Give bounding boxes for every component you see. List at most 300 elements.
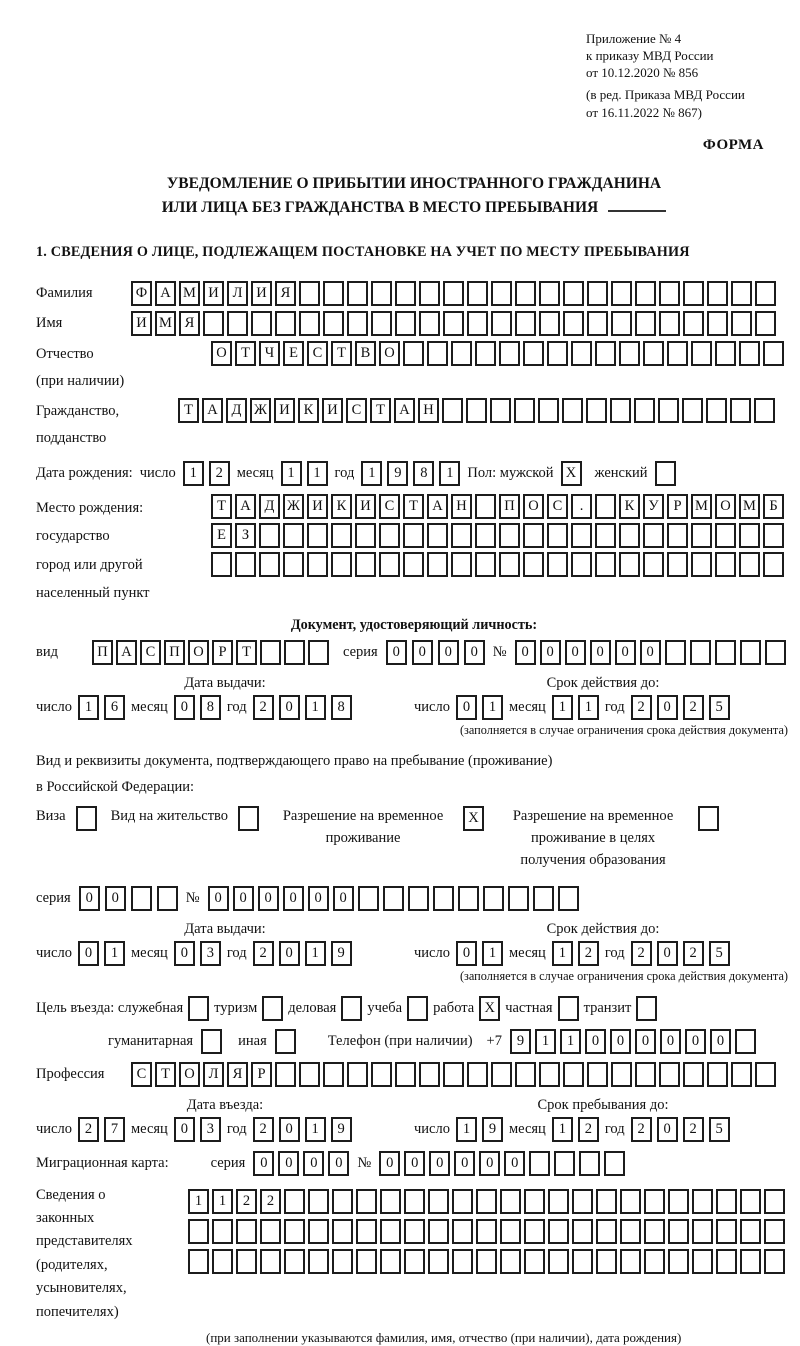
form-cell[interactable]: 5 — [709, 1117, 730, 1142]
form-cell[interactable] — [308, 1189, 329, 1214]
form-cell[interactable] — [356, 1249, 377, 1274]
form-cell[interactable] — [308, 640, 329, 665]
form-cell[interactable]: 1 — [183, 461, 204, 486]
form-cell[interactable]: Ф — [131, 281, 152, 306]
form-cell[interactable]: 1 — [305, 941, 326, 966]
form-cell[interactable] — [586, 398, 607, 423]
form-cell[interactable] — [620, 1189, 641, 1214]
form-cell[interactable]: 9 — [331, 1117, 352, 1142]
form-cell[interactable] — [620, 1249, 641, 1274]
form-cell[interactable]: Т — [178, 398, 199, 423]
form-cell[interactable] — [476, 1249, 497, 1274]
form-cell[interactable]: 8 — [331, 695, 352, 720]
form-cell[interactable] — [323, 1062, 344, 1087]
form-cell[interactable]: 3 — [200, 1117, 221, 1142]
form-cell[interactable]: П — [164, 640, 185, 665]
form-cell[interactable] — [403, 523, 424, 548]
form-cell[interactable] — [730, 398, 751, 423]
form-cell[interactable] — [706, 398, 727, 423]
form-cell[interactable]: X — [479, 996, 500, 1021]
form-cell[interactable] — [332, 1189, 353, 1214]
form-cell[interactable] — [476, 1189, 497, 1214]
form-cell[interactable]: У — [643, 494, 664, 519]
form-cell[interactable]: 0 — [454, 1151, 475, 1176]
form-cell[interactable] — [523, 552, 544, 577]
form-cell[interactable]: 3 — [200, 941, 221, 966]
form-cell[interactable]: Т — [331, 341, 352, 366]
form-cell[interactable]: X — [463, 806, 484, 831]
form-cell[interactable] — [451, 523, 472, 548]
form-cell[interactable]: М — [691, 494, 712, 519]
form-cell[interactable]: 2 — [78, 1117, 99, 1142]
form-cell[interactable] — [332, 1219, 353, 1244]
form-cell[interactable]: Е — [283, 341, 304, 366]
form-cell[interactable] — [572, 1219, 593, 1244]
form-cell[interactable]: 1 — [535, 1029, 556, 1054]
form-cell[interactable] — [739, 552, 760, 577]
form-cell[interactable]: 0 — [710, 1029, 731, 1054]
form-cell[interactable] — [563, 1062, 584, 1087]
form-cell[interactable] — [683, 281, 704, 306]
form-cell[interactable]: 2 — [236, 1189, 257, 1214]
form-cell[interactable] — [500, 1249, 521, 1274]
form-cell[interactable] — [529, 1151, 550, 1176]
form-cell[interactable] — [764, 1249, 785, 1274]
form-cell[interactable]: 0 — [515, 640, 536, 665]
form-cell[interactable]: 0 — [174, 941, 195, 966]
form-cell[interactable]: 0 — [279, 941, 300, 966]
form-cell[interactable] — [404, 1189, 425, 1214]
form-cell[interactable] — [452, 1219, 473, 1244]
form-cell[interactable] — [692, 1189, 713, 1214]
form-cell[interactable] — [716, 1249, 737, 1274]
form-cell[interactable] — [611, 281, 632, 306]
form-cell[interactable]: 2 — [209, 461, 230, 486]
form-cell[interactable]: 0 — [278, 1151, 299, 1176]
form-cell[interactable]: 0 — [308, 886, 329, 911]
form-cell[interactable] — [716, 1189, 737, 1214]
form-cell[interactable] — [323, 281, 344, 306]
form-cell[interactable]: 0 — [565, 640, 586, 665]
form-cell[interactable] — [466, 398, 487, 423]
form-cell[interactable]: М — [739, 494, 760, 519]
form-cell[interactable]: 0 — [504, 1151, 525, 1176]
form-cell[interactable] — [262, 996, 283, 1021]
form-cell[interactable] — [698, 806, 719, 831]
form-cell[interactable]: 0 — [404, 1151, 425, 1176]
form-cell[interactable]: . — [571, 494, 592, 519]
form-cell[interactable]: 0 — [438, 640, 459, 665]
form-cell[interactable] — [428, 1189, 449, 1214]
form-cell[interactable] — [636, 996, 657, 1021]
form-cell[interactable] — [355, 552, 376, 577]
form-cell[interactable]: X — [561, 461, 582, 486]
form-cell[interactable]: О — [179, 1062, 200, 1087]
form-cell[interactable] — [260, 1249, 281, 1274]
form-cell[interactable] — [595, 523, 616, 548]
form-cell[interactable] — [404, 1249, 425, 1274]
form-cell[interactable] — [238, 806, 259, 831]
form-cell[interactable]: В — [355, 341, 376, 366]
form-cell[interactable] — [539, 281, 560, 306]
form-cell[interactable]: 2 — [578, 1117, 599, 1142]
form-cell[interactable] — [755, 281, 776, 306]
form-cell[interactable] — [452, 1249, 473, 1274]
form-cell[interactable] — [188, 1249, 209, 1274]
form-cell[interactable] — [236, 1219, 257, 1244]
form-cell[interactable]: Ж — [283, 494, 304, 519]
form-cell[interactable]: 0 — [386, 640, 407, 665]
form-cell[interactable] — [731, 281, 752, 306]
form-cell[interactable]: 0 — [279, 1117, 300, 1142]
form-cell[interactable]: Я — [227, 1062, 248, 1087]
form-cell[interactable] — [707, 281, 728, 306]
form-cell[interactable] — [308, 1219, 329, 1244]
form-cell[interactable] — [283, 523, 304, 548]
form-cell[interactable] — [467, 281, 488, 306]
form-cell[interactable]: 0 — [456, 941, 477, 966]
form-cell[interactable] — [500, 1189, 521, 1214]
form-cell[interactable]: 0 — [328, 1151, 349, 1176]
form-cell[interactable] — [443, 1062, 464, 1087]
form-cell[interactable]: 0 — [657, 695, 678, 720]
form-cell[interactable]: А — [394, 398, 415, 423]
form-cell[interactable]: А — [155, 281, 176, 306]
form-cell[interactable] — [235, 552, 256, 577]
form-cell[interactable] — [611, 1062, 632, 1087]
form-cell[interactable] — [433, 886, 454, 911]
form-cell[interactable] — [658, 398, 679, 423]
form-cell[interactable]: П — [499, 494, 520, 519]
form-cell[interactable] — [715, 552, 736, 577]
form-cell[interactable] — [131, 886, 152, 911]
form-cell[interactable] — [500, 1219, 521, 1244]
form-cell[interactable] — [619, 552, 640, 577]
form-cell[interactable]: М — [155, 311, 176, 336]
form-cell[interactable]: 0 — [615, 640, 636, 665]
form-cell[interactable]: С — [379, 494, 400, 519]
form-cell[interactable] — [668, 1249, 689, 1274]
form-cell[interactable] — [707, 311, 728, 336]
form-cell[interactable] — [380, 1189, 401, 1214]
form-cell[interactable] — [380, 1249, 401, 1274]
form-cell[interactable] — [539, 1062, 560, 1087]
form-cell[interactable]: Е — [211, 523, 232, 548]
form-cell[interactable]: Р — [251, 1062, 272, 1087]
form-cell[interactable]: И — [322, 398, 343, 423]
form-cell[interactable] — [524, 1189, 545, 1214]
form-cell[interactable]: 9 — [482, 1117, 503, 1142]
form-cell[interactable] — [452, 1189, 473, 1214]
form-cell[interactable]: 2 — [631, 941, 652, 966]
form-cell[interactable]: 6 — [104, 695, 125, 720]
form-cell[interactable] — [524, 1249, 545, 1274]
form-cell[interactable] — [668, 1189, 689, 1214]
form-cell[interactable] — [643, 552, 664, 577]
form-cell[interactable]: 0 — [208, 886, 229, 911]
form-cell[interactable] — [428, 1249, 449, 1274]
form-cell[interactable] — [523, 341, 544, 366]
form-cell[interactable] — [763, 523, 784, 548]
form-cell[interactable] — [355, 523, 376, 548]
form-cell[interactable]: П — [92, 640, 113, 665]
form-cell[interactable]: 2 — [683, 1117, 704, 1142]
form-cell[interactable]: 9 — [510, 1029, 531, 1054]
form-cell[interactable]: 0 — [590, 640, 611, 665]
form-cell[interactable]: Т — [155, 1062, 176, 1087]
form-cell[interactable] — [547, 523, 568, 548]
form-cell[interactable] — [260, 640, 281, 665]
form-cell[interactable] — [403, 341, 424, 366]
form-cell[interactable] — [408, 886, 429, 911]
form-cell[interactable]: 0 — [253, 1151, 274, 1176]
form-cell[interactable]: И — [131, 311, 152, 336]
form-cell[interactable] — [668, 1219, 689, 1244]
form-cell[interactable]: 2 — [631, 695, 652, 720]
form-cell[interactable] — [659, 281, 680, 306]
form-cell[interactable]: 9 — [387, 461, 408, 486]
form-cell[interactable]: 1 — [482, 941, 503, 966]
form-cell[interactable]: 0 — [585, 1029, 606, 1054]
form-cell[interactable] — [731, 311, 752, 336]
form-cell[interactable] — [467, 1062, 488, 1087]
form-cell[interactable]: 0 — [303, 1151, 324, 1176]
form-cell[interactable]: Я — [275, 281, 296, 306]
form-cell[interactable] — [667, 552, 688, 577]
form-cell[interactable] — [764, 1219, 785, 1244]
form-cell[interactable]: 2 — [631, 1117, 652, 1142]
form-cell[interactable] — [667, 523, 688, 548]
form-cell[interactable] — [323, 311, 344, 336]
form-cell[interactable]: И — [251, 281, 272, 306]
form-cell[interactable] — [682, 398, 703, 423]
form-cell[interactable]: Р — [667, 494, 688, 519]
form-cell[interactable]: 0 — [640, 640, 661, 665]
form-cell[interactable]: 0 — [233, 886, 254, 911]
form-cell[interactable] — [754, 398, 775, 423]
form-cell[interactable]: 0 — [657, 1117, 678, 1142]
form-cell[interactable] — [428, 1219, 449, 1244]
form-cell[interactable]: К — [331, 494, 352, 519]
form-cell[interactable]: 0 — [174, 1117, 195, 1142]
form-cell[interactable]: 0 — [279, 695, 300, 720]
form-cell[interactable]: С — [307, 341, 328, 366]
form-cell[interactable] — [707, 1062, 728, 1087]
form-cell[interactable] — [692, 1219, 713, 1244]
form-cell[interactable] — [427, 523, 448, 548]
form-cell[interactable] — [595, 552, 616, 577]
form-cell[interactable] — [308, 1249, 329, 1274]
form-cell[interactable]: Н — [451, 494, 472, 519]
form-cell[interactable] — [764, 1189, 785, 1214]
form-cell[interactable]: М — [179, 281, 200, 306]
form-cell[interactable] — [562, 398, 583, 423]
form-cell[interactable] — [735, 1029, 756, 1054]
form-cell[interactable] — [691, 341, 712, 366]
form-cell[interactable] — [443, 281, 464, 306]
form-cell[interactable]: Р — [212, 640, 233, 665]
form-cell[interactable]: 1 — [552, 1117, 573, 1142]
form-cell[interactable] — [515, 1062, 536, 1087]
form-cell[interactable] — [451, 552, 472, 577]
form-cell[interactable] — [635, 311, 656, 336]
form-cell[interactable]: Д — [259, 494, 280, 519]
form-cell[interactable]: Л — [227, 281, 248, 306]
form-cell[interactable]: 8 — [413, 461, 434, 486]
form-cell[interactable] — [644, 1189, 665, 1214]
form-cell[interactable] — [227, 311, 248, 336]
form-cell[interactable] — [332, 1249, 353, 1274]
form-cell[interactable] — [596, 1249, 617, 1274]
form-cell[interactable]: Ж — [250, 398, 271, 423]
form-cell[interactable] — [331, 552, 352, 577]
form-cell[interactable]: 0 — [379, 1151, 400, 1176]
form-cell[interactable] — [356, 1219, 377, 1244]
form-cell[interactable]: Ч — [259, 341, 280, 366]
form-cell[interactable] — [188, 1219, 209, 1244]
form-cell[interactable] — [212, 1219, 233, 1244]
form-cell[interactable]: 1 — [578, 695, 599, 720]
form-cell[interactable]: 2 — [683, 941, 704, 966]
form-cell[interactable] — [620, 1219, 641, 1244]
form-cell[interactable] — [419, 311, 440, 336]
form-cell[interactable]: 0 — [333, 886, 354, 911]
form-cell[interactable] — [587, 1062, 608, 1087]
form-cell[interactable] — [307, 552, 328, 577]
form-cell[interactable] — [347, 311, 368, 336]
form-cell[interactable] — [508, 886, 529, 911]
form-cell[interactable] — [596, 1189, 617, 1214]
form-cell[interactable]: А — [235, 494, 256, 519]
form-cell[interactable]: 0 — [540, 640, 561, 665]
form-cell[interactable] — [76, 806, 97, 831]
form-cell[interactable]: З — [235, 523, 256, 548]
form-cell[interactable] — [596, 1219, 617, 1244]
form-cell[interactable] — [755, 311, 776, 336]
form-cell[interactable] — [659, 1062, 680, 1087]
form-cell[interactable] — [284, 1189, 305, 1214]
form-cell[interactable] — [515, 281, 536, 306]
form-cell[interactable] — [514, 398, 535, 423]
form-cell[interactable]: 1 — [188, 1189, 209, 1214]
form-cell[interactable] — [419, 281, 440, 306]
form-cell[interactable] — [358, 886, 379, 911]
form-cell[interactable] — [211, 552, 232, 577]
form-cell[interactable] — [475, 552, 496, 577]
form-cell[interactable] — [558, 886, 579, 911]
form-cell[interactable]: 0 — [660, 1029, 681, 1054]
form-cell[interactable]: 2 — [253, 941, 274, 966]
form-cell[interactable] — [483, 886, 504, 911]
form-cell[interactable] — [558, 996, 579, 1021]
form-cell[interactable]: А — [427, 494, 448, 519]
form-cell[interactable]: 1 — [361, 461, 382, 486]
form-cell[interactable] — [572, 1189, 593, 1214]
form-cell[interactable]: О — [188, 640, 209, 665]
form-cell[interactable] — [157, 886, 178, 911]
form-cell[interactable] — [203, 311, 224, 336]
form-cell[interactable] — [547, 341, 568, 366]
form-cell[interactable]: Т — [235, 341, 256, 366]
form-cell[interactable] — [690, 640, 711, 665]
form-cell[interactable] — [755, 1062, 776, 1087]
form-cell[interactable]: 1 — [552, 695, 573, 720]
form-cell[interactable] — [515, 311, 536, 336]
form-cell[interactable]: 1 — [552, 941, 573, 966]
form-cell[interactable]: С — [346, 398, 367, 423]
form-cell[interactable] — [610, 398, 631, 423]
form-cell[interactable] — [571, 341, 592, 366]
form-cell[interactable]: Я — [179, 311, 200, 336]
form-cell[interactable] — [716, 1219, 737, 1244]
form-cell[interactable] — [691, 552, 712, 577]
form-cell[interactable]: 0 — [685, 1029, 706, 1054]
form-cell[interactable] — [524, 1219, 545, 1244]
form-cell[interactable] — [715, 523, 736, 548]
form-cell[interactable]: Т — [403, 494, 424, 519]
form-cell[interactable] — [188, 996, 209, 1021]
form-cell[interactable] — [587, 281, 608, 306]
form-cell[interactable]: 5 — [709, 695, 730, 720]
form-cell[interactable] — [740, 1249, 761, 1274]
form-cell[interactable] — [683, 311, 704, 336]
form-cell[interactable] — [572, 1249, 593, 1274]
form-cell[interactable]: О — [523, 494, 544, 519]
form-cell[interactable] — [548, 1219, 569, 1244]
form-cell[interactable]: 0 — [635, 1029, 656, 1054]
form-cell[interactable] — [419, 1062, 440, 1087]
form-cell[interactable] — [587, 311, 608, 336]
form-cell[interactable]: 2 — [578, 941, 599, 966]
form-cell[interactable] — [347, 281, 368, 306]
form-cell[interactable] — [407, 996, 428, 1021]
form-cell[interactable] — [563, 311, 584, 336]
form-cell[interactable] — [371, 1062, 392, 1087]
form-cell[interactable]: 1 — [456, 1117, 477, 1142]
form-cell[interactable] — [371, 281, 392, 306]
form-cell[interactable] — [665, 640, 686, 665]
form-cell[interactable] — [491, 1062, 512, 1087]
form-cell[interactable] — [539, 311, 560, 336]
form-cell[interactable] — [275, 1062, 296, 1087]
form-cell[interactable]: 0 — [258, 886, 279, 911]
form-cell[interactable]: Т — [236, 640, 257, 665]
form-cell[interactable]: 7 — [104, 1117, 125, 1142]
form-cell[interactable] — [284, 1219, 305, 1244]
form-cell[interactable]: 1 — [305, 1117, 326, 1142]
form-cell[interactable] — [212, 1249, 233, 1274]
form-cell[interactable] — [635, 1062, 656, 1087]
form-cell[interactable]: Б — [763, 494, 784, 519]
form-cell[interactable]: С — [131, 1062, 152, 1087]
form-cell[interactable]: 2 — [260, 1189, 281, 1214]
form-cell[interactable] — [691, 523, 712, 548]
form-cell[interactable] — [395, 311, 416, 336]
form-cell[interactable] — [523, 523, 544, 548]
form-cell[interactable] — [467, 311, 488, 336]
form-cell[interactable] — [379, 523, 400, 548]
form-cell[interactable] — [380, 1219, 401, 1244]
form-cell[interactable] — [201, 1029, 222, 1054]
form-cell[interactable] — [683, 1062, 704, 1087]
form-cell[interactable] — [595, 341, 616, 366]
form-cell[interactable]: 0 — [479, 1151, 500, 1176]
form-cell[interactable] — [763, 341, 784, 366]
form-cell[interactable] — [715, 341, 736, 366]
form-cell[interactable]: О — [211, 341, 232, 366]
form-cell[interactable] — [604, 1151, 625, 1176]
form-cell[interactable]: Д — [226, 398, 247, 423]
